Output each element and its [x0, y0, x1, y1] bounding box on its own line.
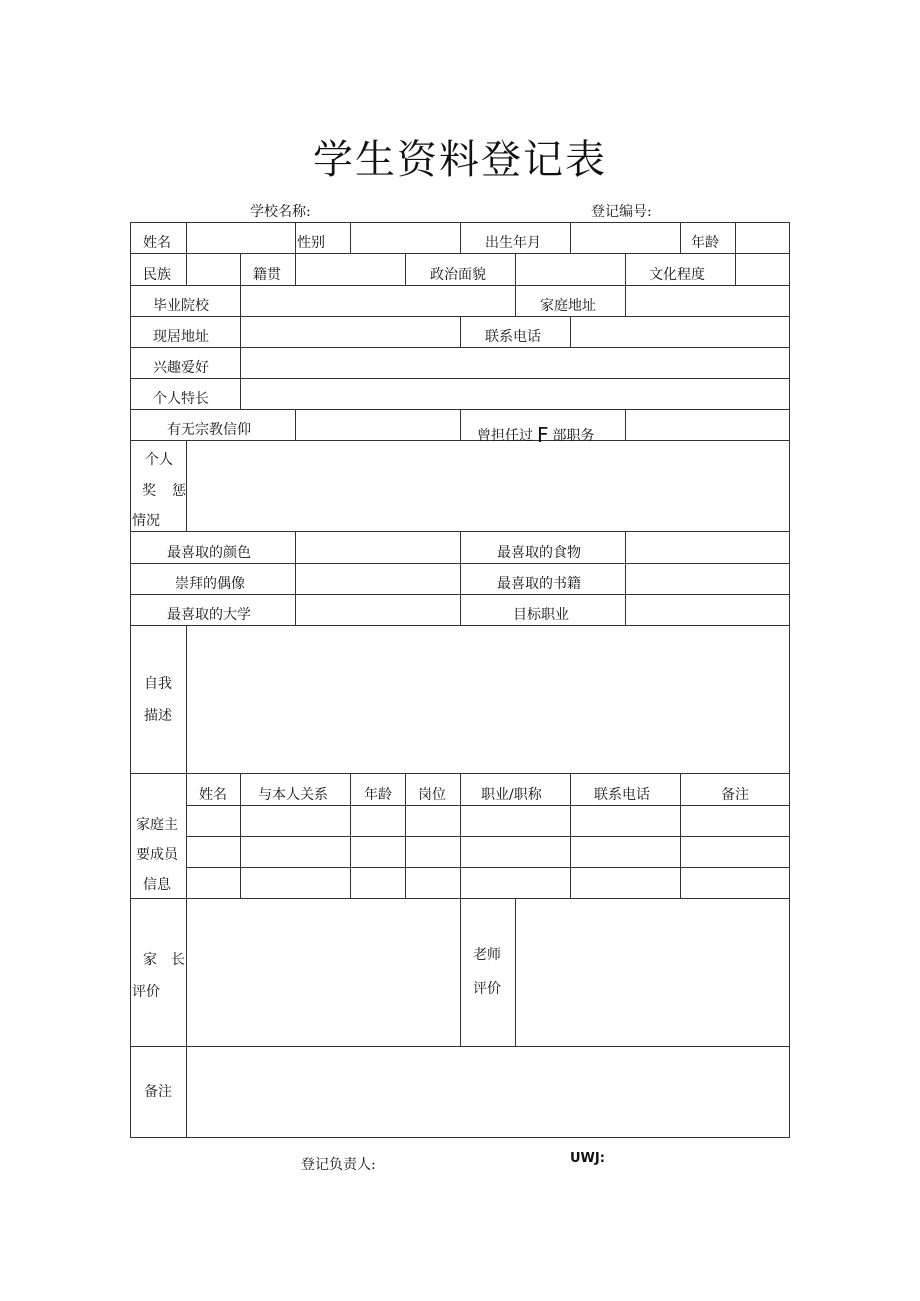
remarks-label: 备注 — [144, 1084, 172, 1100]
idol-label: 崇拜的偶像 — [175, 576, 245, 592]
rewards-label-line2b: 惩 — [172, 483, 186, 499]
family-header-name: 姓名 — [199, 787, 227, 803]
phone-label: 联系电话 — [485, 329, 541, 345]
date-label: UWJ: — [570, 1151, 605, 1166]
current-address-label: 现居地址 — [153, 329, 209, 345]
past-position-label-f: F — [537, 423, 549, 447]
political-status-label: 政治面貌 — [430, 267, 486, 283]
self-desc-label-line1: 自我 — [144, 676, 172, 692]
hobbies-label: 兴趣爱好 — [153, 360, 209, 376]
rewards-label-line2a: 奖 — [142, 483, 156, 499]
fav-food-label: 最喜取的食物 — [497, 545, 581, 561]
home-address-label: 家庭地址 — [540, 298, 596, 314]
birth-label: 出生年月 — [485, 235, 541, 251]
past-position-label-b: 部职务 — [552, 428, 595, 444]
parent-eval-label-line2: 评价 — [132, 984, 160, 1000]
age-label: 年龄 — [691, 235, 719, 251]
religion-label: 有无宗教信仰 — [167, 422, 251, 438]
family-label-line1: 家庭主 — [136, 817, 178, 833]
family-header-remarks: 备注 — [721, 787, 749, 803]
page-title: 学生资料登记表 — [313, 137, 607, 183]
parent-eval-label-b: 长 — [171, 952, 185, 968]
self-desc-label-line2: 描述 — [144, 708, 172, 724]
fav-color-label: 最喜取的颜色 — [167, 545, 251, 561]
native-place-label: 籍贯 — [253, 267, 281, 283]
teacher-eval-label-line1: 老师 — [473, 947, 501, 963]
name-label: 姓名 — [143, 235, 171, 251]
gender-label: 性别 — [297, 235, 325, 251]
fav-university-label: 最喜取的大学 — [167, 607, 251, 623]
rewards-label-line3: 情况 — [132, 513, 160, 529]
past-position-label — [477, 423, 595, 447]
family-label-line3: 信息 — [143, 877, 171, 893]
family-header-occupation: 职业/职称 — [481, 787, 542, 803]
family-header-age: 年龄 — [364, 787, 392, 803]
specialty-label: 个人特长 — [153, 391, 209, 407]
fav-book-label: 最喜取的书籍 — [497, 576, 581, 592]
family-header-post: 岗位 — [418, 787, 446, 803]
rewards-label-line1: 个人 — [145, 452, 173, 468]
graduated-school-label: 毕业院校 — [153, 298, 209, 314]
family-label-line2: 要成员 — [136, 847, 178, 863]
registration-no-label: 登记编号: — [591, 204, 652, 220]
family-header-relation: 与本人关系 — [258, 787, 328, 803]
past-position-label-a: 曾担任过 — [477, 428, 533, 444]
family-header-phone: 联系电话 — [594, 787, 650, 803]
registrar-label: 登记负责人: — [301, 1157, 376, 1173]
ethnicity-label: 民族 — [143, 267, 171, 283]
target-job-label: 目标职业 — [513, 607, 569, 623]
teacher-eval-label-line2: 评价 — [473, 981, 501, 997]
parent-eval-label-a: 家 — [143, 952, 157, 968]
education-label: 文化程度 — [649, 267, 705, 283]
school-name-label: 学校名称: — [250, 204, 311, 220]
